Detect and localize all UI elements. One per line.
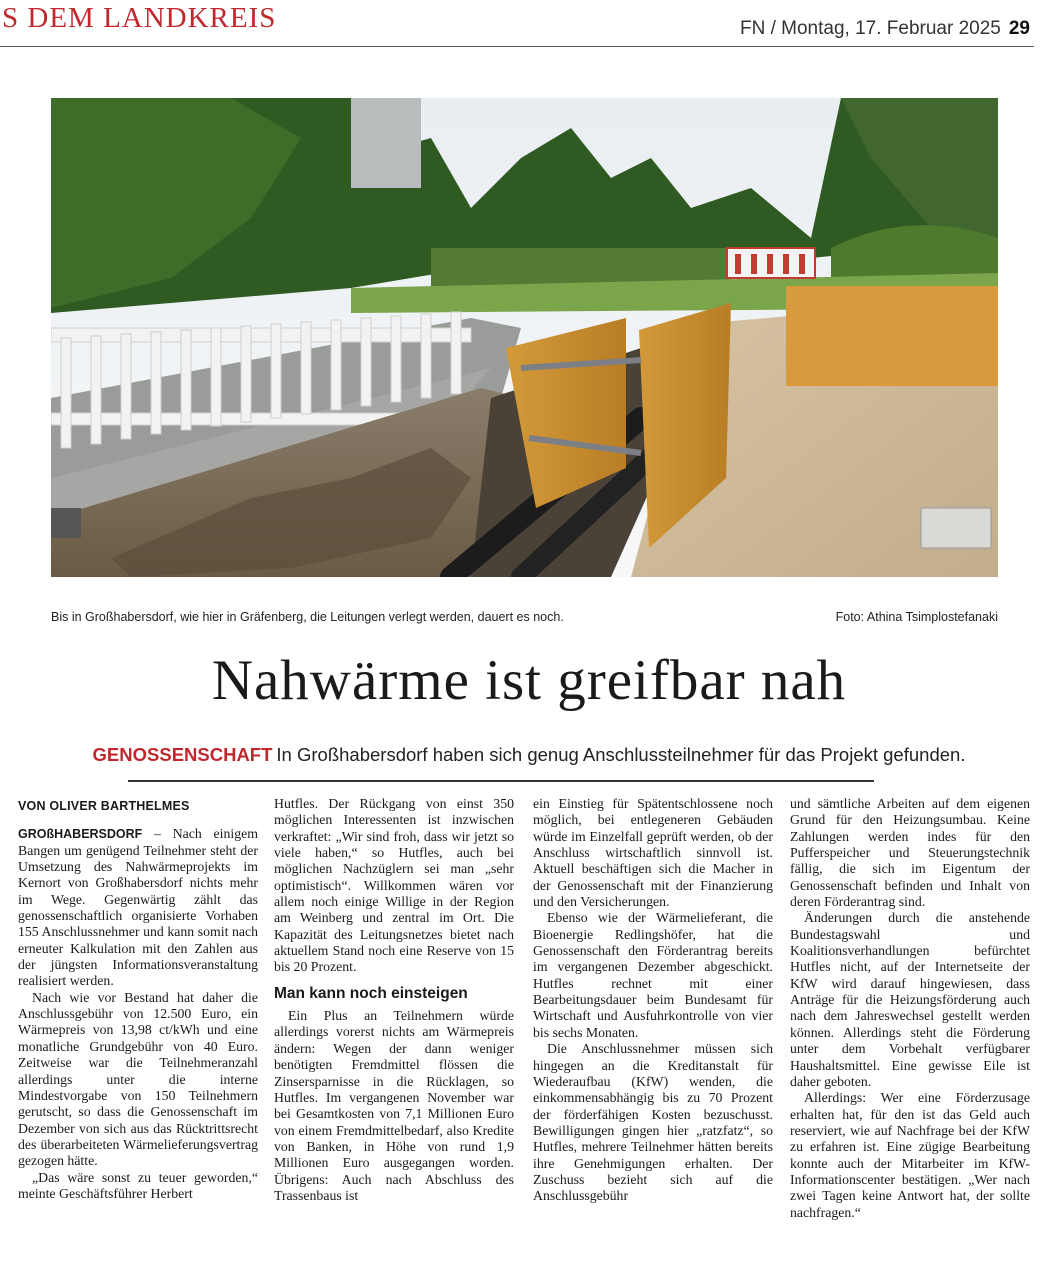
paragraph: [18, 826, 258, 989]
paragraph: Ebenso wie der Wärmelieferant, die Bioenergie Redlingshöfer, hat die Genossenschaft den Förderantrag bereits im vergangenen Dezember abgeschickt. Hutfles rechnet mit einer Bearbeitungsdauer beim Bundesamt für Wirtschaft und Ausfuhrkontrolle von vier bis sechs Monaten.: [533, 910, 773, 1040]
headline: Nahwärme ist greifbar nah: [211, 649, 847, 712]
subheadline: [0, 744, 1058, 766]
kicker: GENOSSENSCHAFT: [92, 744, 273, 765]
paragraph: „Das wäre sonst zu teuer geworden,“ meinte Geschäftsführer Herbert: [18, 1169, 258, 1201]
paragraph: Änderungen durch die anstehende Bundestagswahl und Koalitionsverhandlungen befürchtet Hutfles nicht, auf der Internetseite der KfW wird darauf hingewiesen, dass Anträge für die Heizungsförderung auch nach dem Jahreswechsel gestellt werden können. Allerdings steht die Förderung unter dem Vorbehalt verfügbarer Haushaltsmittel. Eine gewisse Eile ist daher geboten.: [790, 910, 1030, 1089]
paragraph: Die Anschlussnehmer müssen sich hingegen an die Kreditanstalt für Wiederaufbau (KfW) wenden, die einkommensabhängig bis zu 70 Prozent der förderfähigen Kosten bezuschusst. Bewilligungen gingen hier „ratzfatz“, so Hutfles, mehrere Teilnehmer hätten bereits ihre Genehmigungen erhalten. Der Zuschuss bezieht sich auf die Anschlussgebühr: [533, 1041, 773, 1204]
paragraph: und sämtliche Arbeiten auf dem eigenen Grund für den Heizungsumbau. Keine Zahlungen werden indes für den Pufferspeicher und Steuerungstechnik fällig, die sich im Eigentum der Genossenschaft befinden und Inhalt von deren Förderantrag sind.: [790, 796, 1030, 910]
article-photo: [51, 98, 998, 577]
subheadline-text: In Großhabersdorf haben sich genug Anschlussteilnehmer für das Projekt gefunden.: [276, 744, 966, 765]
section-title: S DEM LANDKREIS: [2, 2, 277, 34]
paragraph: Nach wie vor Bestand hat daher die Anschlussgebühr von 12.500 Euro, ein Wärmepreis von 13,98 ct/kWh und eine monatliche Grundgebühr von 40 Euro. Zeitweise war die Teilnehmeranzahl allerdings unter die interne Mindestvorgabe von 150 Teilnehmern gerutscht, so dass die Genossenschaft im Dezember von sich aus das Rücktrittsrecht des überarbeiteten Wärmelieferungsvertrag gezogen hätte.: [18, 989, 258, 1169]
photo-caption: Bis in Großhabersdorf, wie hier in Gräfenberg, die Leitungen verlegt werden, dauert es noch.: [51, 610, 564, 624]
publication-date: FN / Montag, 17. Februar 2025: [739, 18, 1001, 39]
page-number: 29: [1008, 18, 1030, 39]
column-3: [533, 796, 773, 1205]
section-heading: Man kann noch einsteigen: [274, 984, 468, 1002]
paragraph-text: – Nach einigem Bangen um genügend Teilnehmer steht der Umsetzung des Nahwärmeprojekts im Kernort von Großhabersdorf nichts mehr im Wege. Gegenwärtig zählt das genossenschaftlich organisierte Vorhaben 155 Anschlussnehmer und kann somit nach erneuter Kalkulation mit den Zahlen aus der jüngsten Informationsveranstaltung realisiert werden.: [18, 826, 258, 989]
byline: VON OLIVER BARTHELMES: [18, 799, 190, 813]
column-2: [274, 796, 514, 1204]
dateline: GROßHABERSDORF: [18, 827, 143, 842]
paragraph: Ein Plus an Teilnehmern würde allerdings vorerst nichts am Wärmepreis ändern: Wegen der dann weniger benötigten Fremdmittel flössen die Zinsersparnisse in die Rücklagen, so Hutfles. Im vergangenen November war bei Gesamtkosten von 7,1 Millionen Euro von einem Fremdmittelbedarf, also Kredite von Banken, in Höhe von rund 1,9 Millionen Euro ausgegangen worden. Übrigens: Auch nach Abschluss des Trassenbaus ist: [274, 1008, 514, 1203]
page-meta: [740, 18, 1030, 40]
paragraph: Allerdings: Wer eine Förderzusage erhalten hat, für den ist das Geld auch reserviert, wie auf Nachfrage bei der KfW zu erfahren ist. Eine zügige Bearbeitung konnte auch der Mitarbeiter im KfW-Informationscenter bestätigen. „Wer nach zwei Tagen keine Antwort hat, der sollte nachfragen.“: [790, 1090, 1030, 1220]
column-4: [790, 796, 1030, 1221]
subhead-divider: [128, 780, 874, 782]
header-divider: [0, 46, 1034, 47]
photo-credit: Foto: Athina Tsimplostefanaki: [835, 610, 998, 624]
paragraph: ein Einstieg für Spätentschlossene noch möglich, bei entlegeneren Gebäuden würde im Einzelfall geprüft werden, ob der Anschluss wirtschaftlich sinnvoll ist. Aktuell beschäftigen sich die Macher in der Genossenschaft mit der Finanzierung und den Versicherungen.: [533, 796, 773, 910]
column-1: [18, 796, 258, 1202]
paragraph: Hutfles. Der Rückgang von einst 350 möglichen Interessenten ist inzwischen verkraftet: „Wir sind froh, dass wir jetzt so viele haben,“ so Hutfles, auch bei möglichen Nachzüglern sei man „sehr optimistisch“. Willkommen wären vor allem noch einige Willige in der Region am Weinberg und zentral im Ort. Die Kapazität des Leitungsnetzes bietet nach aktuellem Stand noch eine Reserve von 15 bis 20 Prozent.: [274, 796, 514, 975]
